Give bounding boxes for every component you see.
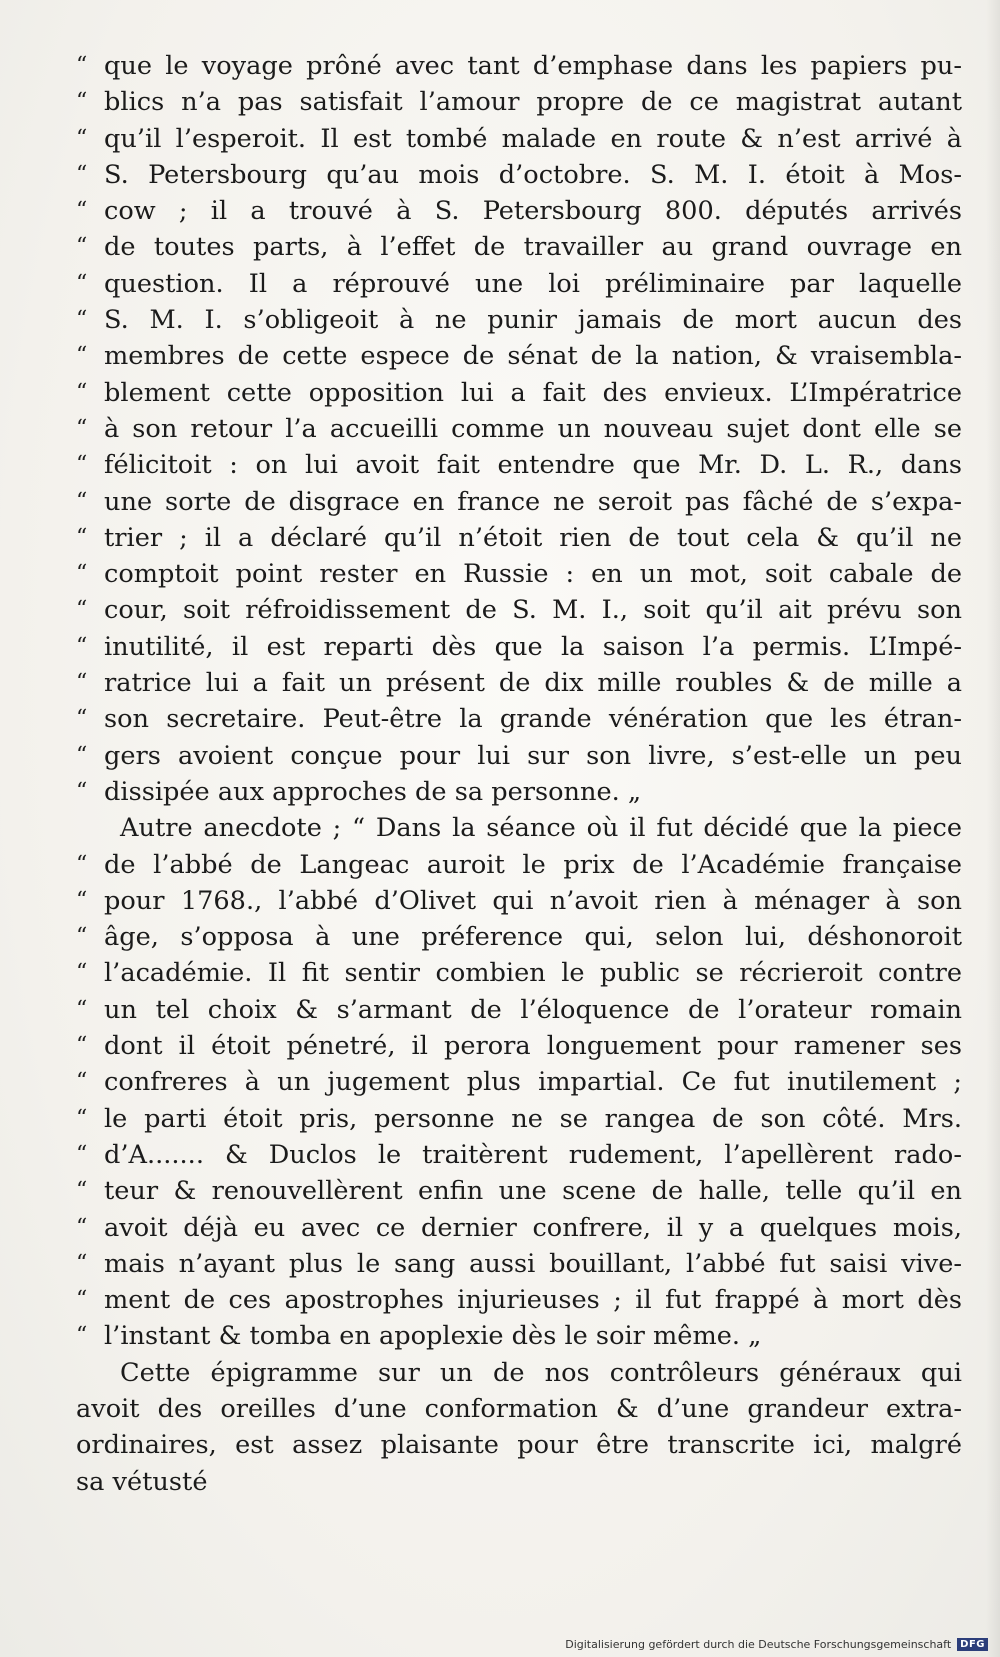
quote-mark: “ xyxy=(76,125,86,151)
text-line xyxy=(76,484,962,520)
text-line xyxy=(76,556,962,592)
quote-mark: “ xyxy=(76,742,86,768)
line-text: ratrice lui a fait un présent de dix mille roubles & de mille a xyxy=(104,668,962,699)
text-line xyxy=(76,157,962,193)
line-text: ment de ces apostrophes injurieuses ; il fut frappé à mort dès xyxy=(104,1285,962,1316)
line-text: question. Il a réprouvé une loi préliminaire par laquelle xyxy=(104,268,962,299)
line-text: dissipée aux approches de sa personne. „ xyxy=(104,776,642,807)
quote-mark: “ xyxy=(76,415,86,441)
quote-mark: “ xyxy=(76,1105,86,1131)
text-line xyxy=(76,738,962,774)
line-text: teur & renouvellèrent enfin une scene de halle, telle qu’il en xyxy=(104,1176,962,1207)
text-line xyxy=(76,1210,962,1246)
text-line xyxy=(76,1318,962,1354)
text-line xyxy=(76,84,962,120)
text-line xyxy=(76,266,962,302)
quote-mark: “ xyxy=(76,633,86,659)
text-line xyxy=(76,1173,962,1209)
quote-mark: “ xyxy=(76,488,86,514)
quote-mark: “ xyxy=(76,89,86,115)
quote-mark: “ xyxy=(76,343,86,369)
text-line xyxy=(76,1028,962,1064)
text-line xyxy=(76,1427,962,1463)
line-text: blics n’a pas satisfait l’amour propre de ce magistrat autant xyxy=(104,87,962,118)
text-line xyxy=(76,1282,962,1318)
line-text: mais n’ayant plus le sang aussi bouillant, l’abbé fut saisi vive- xyxy=(104,1248,962,1279)
quote-mark: “ xyxy=(76,198,86,224)
line-text: son secretaire. Peut-être la grande vénération que les étran- xyxy=(104,704,962,735)
text-line xyxy=(76,810,962,846)
page-gutter-shadow xyxy=(986,0,1000,1657)
quote-mark: “ xyxy=(76,53,86,78)
line-text: l’instant & tomba en apoplexie dès le soir même. „ xyxy=(104,1321,762,1352)
text-line xyxy=(76,1246,962,1282)
text-line xyxy=(76,375,962,411)
quote-mark: “ xyxy=(76,1250,86,1276)
line-text: S. M. I. s’obligeoit à ne punir jamais de mort aucun des xyxy=(104,305,962,336)
quote-mark: “ xyxy=(76,706,86,732)
quote-mark: “ xyxy=(76,1141,86,1167)
quote-mark: “ xyxy=(76,161,86,187)
text-line xyxy=(76,411,962,447)
quote-mark: “ xyxy=(76,379,86,405)
quote-mark: “ xyxy=(76,887,86,913)
text-line xyxy=(76,520,962,556)
line-text: avoit déjà eu avec ce dernier confrere, il y a quelques mois, xyxy=(104,1212,962,1243)
quote-mark: “ xyxy=(76,924,86,950)
text-line xyxy=(76,883,962,919)
line-text: avoit des oreilles d’une conformation & d’une grandeur extra- xyxy=(76,1393,962,1424)
text-line xyxy=(76,847,962,883)
text-line xyxy=(76,992,962,1028)
text-line xyxy=(76,193,962,229)
line-text: cour, soit réfroidissement de S. M. I., soit qu’il ait prévu son xyxy=(104,595,962,626)
dfg-logo: DFG xyxy=(957,1638,988,1651)
line-text: Autre anecdote ; “ Dans la séance où il fut décidé que la piece xyxy=(120,813,962,844)
quote-mark: “ xyxy=(76,1178,86,1204)
line-text: S. Petersbourg qu’au mois d’octobre. S. M. I. étoit à Mos- xyxy=(104,159,962,190)
line-text: membres de cette espece de sénat de la nation, & vraisembla- xyxy=(104,341,962,372)
text-line xyxy=(76,1355,962,1391)
line-text: trier ; il a déclaré qu’il n’étoit rien de tout cela & qu’il ne xyxy=(104,522,962,553)
text-line xyxy=(76,955,962,991)
text-line xyxy=(76,338,962,374)
line-text: à son retour l’a accueilli comme un nouveau sujet dont elle se xyxy=(104,413,962,444)
line-text: inutilité, il est reparti dès que la saison l’a permis. L’Impé- xyxy=(104,631,962,662)
quote-mark: “ xyxy=(76,234,86,260)
text-line xyxy=(76,629,962,665)
line-text: l’académie. Il fit sentir combien le public se récrieroit contre xyxy=(104,958,962,989)
quote-mark: “ xyxy=(76,452,86,478)
line-text: cow ; il a trouvé à S. Petersbourg 800. députés arrivés xyxy=(104,196,962,227)
line-text: de l’abbé de Langeac auroit le prix de l’Académie française xyxy=(104,849,962,880)
quote-mark: “ xyxy=(76,597,86,623)
text-line xyxy=(76,919,962,955)
line-text: comptoit point rester en Russie : en un mot, soit cabale de xyxy=(104,559,962,590)
text-line xyxy=(76,665,962,701)
line-text: Cette épigramme sur un de nos contrôleurs généraux qui xyxy=(120,1357,962,1388)
page-text-block xyxy=(76,48,962,1500)
quote-mark: “ xyxy=(76,1033,86,1059)
line-text: âge, s’opposa à une préference qui, selon lui, déshonoroit xyxy=(104,922,962,953)
line-text: que le voyage prôné avec tant d’emphase dans les papiers pu- xyxy=(104,51,962,81)
quote-mark: “ xyxy=(76,670,86,696)
text-line xyxy=(76,1101,962,1137)
quote-mark: “ xyxy=(76,1323,86,1349)
text-line xyxy=(76,592,962,628)
text-line xyxy=(76,229,962,265)
line-text: le parti étoit pris, personne ne se rangea de son côté. Mrs. xyxy=(104,1103,962,1134)
quote-mark: “ xyxy=(76,960,86,986)
quote-mark: “ xyxy=(76,524,86,550)
line-text: sa vétusté xyxy=(76,1466,208,1497)
line-text: d’A....... & Duclos le traitèrent rudement, l’apellèrent rado- xyxy=(104,1139,962,1170)
quote-mark: “ xyxy=(76,851,86,877)
text-line xyxy=(76,48,962,84)
quote-mark: “ xyxy=(76,996,86,1022)
text-line xyxy=(76,121,962,157)
quote-mark: “ xyxy=(76,270,86,296)
line-text: félicitoit : on lui avoit fait entendre que Mr. D. L. R., dans xyxy=(104,450,962,481)
text-line xyxy=(76,447,962,483)
quote-mark: “ xyxy=(76,1214,86,1240)
line-text: un tel choix & s’armant de l’éloquence de l’orateur romain xyxy=(104,994,962,1025)
text-line xyxy=(76,302,962,338)
line-text: dont il étoit pénetré, il perora longuement pour ramener ses xyxy=(104,1031,962,1062)
quote-mark: “ xyxy=(76,1287,86,1313)
text-line xyxy=(76,1064,962,1100)
text-line xyxy=(76,1137,962,1173)
text-line xyxy=(76,1391,962,1427)
text-line xyxy=(76,774,962,810)
line-text: pour 1768., l’abbé d’Olivet qui n’avoit rien à ménager à son xyxy=(104,885,962,916)
digitization-footer xyxy=(565,1638,988,1651)
text-line xyxy=(76,1464,962,1500)
quote-mark: “ xyxy=(76,561,86,587)
line-text: qu’il l’esperoit. Il est tombé malade en route & n’est arrivé à xyxy=(104,123,962,154)
line-text: ordinaires, est assez plaisante pour être transcrite ici, malgré xyxy=(76,1430,962,1461)
quote-mark: “ xyxy=(76,307,86,333)
line-text: de toutes parts, à l’effet de travailler au grand ouvrage en xyxy=(104,232,962,263)
line-text: confreres à un jugement plus impartial. Ce fut inutilement ; xyxy=(104,1067,962,1098)
text-line xyxy=(76,701,962,737)
line-text: une sorte de disgrace en france ne seroit pas fâché de s’expa- xyxy=(104,486,962,517)
footer-credit-text: Digitalisierung gefördert durch die Deutsche Forschungsgemeinschaft xyxy=(565,1638,952,1651)
line-text: gers avoient conçue pour lui sur son livre, s’est-elle un peu xyxy=(104,740,962,771)
quote-mark: “ xyxy=(76,1069,86,1095)
quote-mark: “ xyxy=(76,778,86,804)
line-text: blement cette opposition lui a fait des envieux. L’Impératrice xyxy=(104,377,962,408)
